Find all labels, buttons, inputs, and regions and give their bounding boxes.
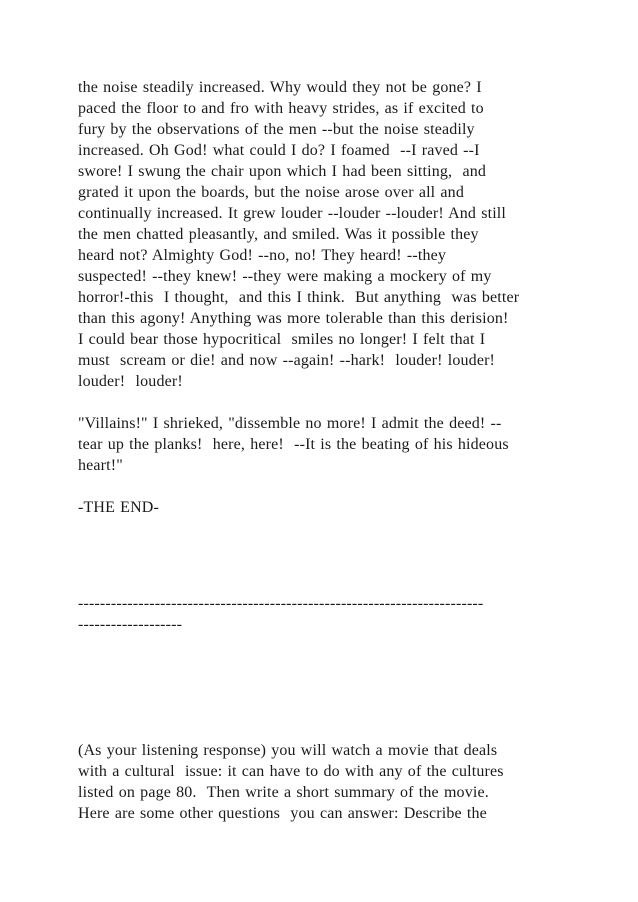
assignment-line: (As your listening response) you will watch a movie that deals (78, 742, 498, 759)
story-line: heard not? Almighty God! --no, no! They heard! --they (78, 247, 446, 264)
story-line: grated it upon the boards, but the noise arose over all and (78, 184, 464, 201)
separator-line: -------------------------------------------------------------------------- (78, 595, 484, 612)
story-line: the noise steadily increased. Why would they not be gone? I (78, 79, 482, 96)
story-line: swore! I swung the chair upon which I had been sitting, and (78, 163, 487, 180)
story-line: I could bear those hypocritical smiles no longer! I felt that I (78, 331, 486, 348)
story-line: louder! louder! (78, 373, 183, 390)
quote-line: heart!" (78, 457, 123, 474)
story-line: continually increased. It grew louder --louder --louder! And still (78, 205, 506, 222)
story-line: horror!-this I thought, and this I think. But anything was better (78, 289, 520, 306)
separator-line: ------------------- (78, 616, 183, 633)
story-line: paced the floor to and fro with heavy strides, as if excited to (78, 100, 484, 117)
story-line: must scream or die! and now --again! --hark! louder! louder! (78, 352, 496, 369)
story-line: fury by the observations of the men --but the noise steadily (78, 121, 475, 138)
quote-line: tear up the planks! here, here! --It is the beating of his hideous (78, 436, 509, 453)
assignment-line: listed on page 80. Then write a short summary of the movie. (78, 784, 489, 801)
story-line: than this agony! Anything was more tolerable than this derision! (78, 310, 509, 327)
assignment-line: with a cultural issue: it can have to do with any of the cultures (78, 763, 504, 780)
story-line: suspected! --they knew! --they were making a mockery of my (78, 268, 492, 285)
story-line: the men chatted pleasantly, and smiled. Was it possible they (78, 226, 479, 243)
assignment-line: Here are some other questions you can answer: Describe the (78, 805, 487, 822)
story-line: increased. Oh God! what could I do? I foamed --I raved --I (78, 142, 480, 159)
quote-line: "Villains!" I shrieked, "dissemble no more! I admit the deed! -- (78, 415, 502, 432)
end-marker: -THE END- (78, 499, 159, 516)
